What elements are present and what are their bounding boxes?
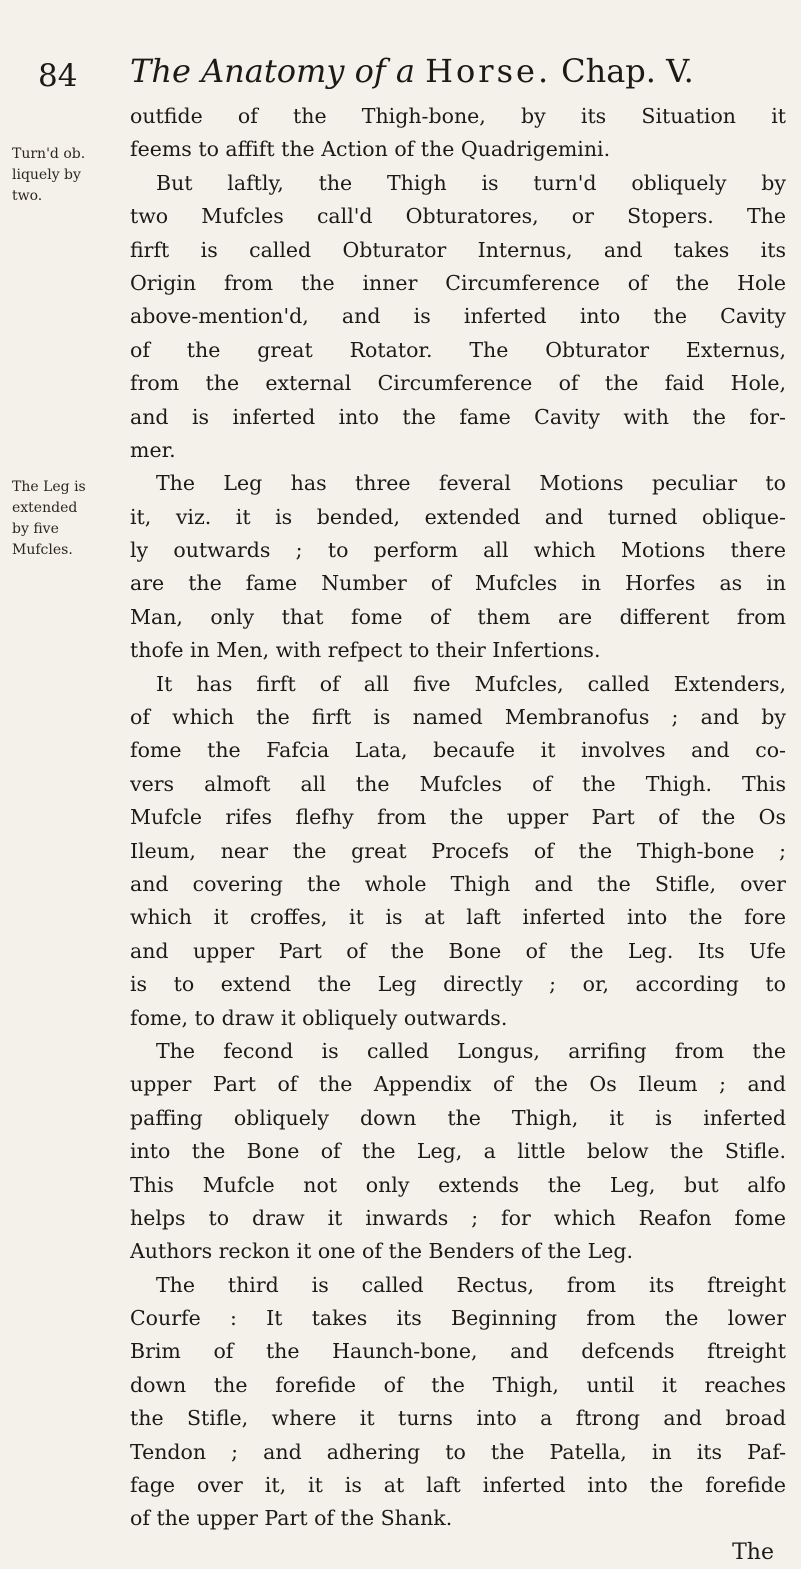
text-line: the Stifle, where it turns into a ftrong and broad xyxy=(130,1406,786,1431)
text-line: of the great Rotator. The Obturator Externus, xyxy=(130,337,786,362)
text-line: Authors reckon it one of the Benders of the Leg. xyxy=(130,1239,633,1264)
text-line: Tendon ; and adhering to the Patella, in its Paf- xyxy=(130,1439,786,1464)
chapter-label: Chap. V. xyxy=(561,52,694,90)
text-line: helps to draw it inwards ; for which Reafon fome xyxy=(130,1205,786,1230)
text-line: fage over it, it is at laft inferted into the forefide xyxy=(130,1473,786,1498)
text-line: and covering the whole Thigh and the Stifle, over xyxy=(130,871,786,896)
text-line: from the external Circumference of the faid Hole, xyxy=(130,371,786,396)
margin-note-turned-obliquely: Turn'd ob. liquely by two. xyxy=(12,146,86,204)
text-line: firft is called Obturator Internus, and takes its xyxy=(130,237,786,262)
text-line: Mufcle rifes flefhy from the upper Part of the Os xyxy=(130,805,786,830)
text-line: is to extend the Leg directly ; or, according to xyxy=(130,972,786,997)
running-title xyxy=(130,52,694,90)
text-line: It has firft of all five Mufcles, called Extenders, xyxy=(156,671,786,696)
text-line: Origin from the inner Circumference of the Hole xyxy=(130,270,786,295)
text-line: which it croffes, it is at laft inferted into the fore xyxy=(130,905,786,930)
text-line: upper Part of the Appendix of the Os Ileum ; and xyxy=(130,1072,786,1097)
text-line: The third is called Rectus, from its ftreight xyxy=(156,1272,786,1297)
text-line: paffing obliquely down the Thigh, it is inferted xyxy=(130,1105,786,1130)
body-text xyxy=(130,100,786,1569)
text-line: two Mufcles call'd Obturatores, or Stopers. The xyxy=(130,204,786,229)
text-line: and is inferted into the fame Cavity with the for- xyxy=(130,404,786,429)
title-italic: The Anatomy of a xyxy=(130,52,415,90)
text-line: The Leg has three feveral Motions peculiar to xyxy=(156,471,786,496)
text-line: But laftly, the Thigh is turn'd obliquely by xyxy=(156,170,786,195)
text-line: thofe in Men, with refpect to their Infertions. xyxy=(130,638,601,663)
page-number: 84 xyxy=(38,58,78,94)
text-line: and upper Part of the Bone of the Leg. Its Ufe xyxy=(130,938,786,963)
text-line: Ileum, near the great Procefs of the Thigh-bone ; xyxy=(130,838,786,863)
text-line: of the upper Part of the Shank. xyxy=(130,1506,453,1531)
text-line: Man, only that fome of them are different from xyxy=(130,604,786,629)
text-line: fome the Fafcia Lata, becaufe it involves and co- xyxy=(130,738,786,763)
text-line: Brim of the Haunch-bone, and defcends ftreight xyxy=(130,1339,786,1364)
text-line: vers almoft all the Mufcles of the Thigh. This xyxy=(130,771,786,796)
text-line: The fecond is called Longus, arrifing from the xyxy=(156,1038,786,1063)
text-line: fome, to draw it obliquely outwards. xyxy=(130,1005,508,1030)
text-line: of which the firft is named Membranofus ; and by xyxy=(130,705,786,730)
text-line: mer. xyxy=(130,437,176,462)
title-small-caps: Horse. xyxy=(425,52,552,90)
text-line: above-mention'd, and is inferted into the Cavity xyxy=(130,304,786,329)
text-line: This Mufcle not only extends the Leg, but alfo xyxy=(130,1172,786,1197)
text-line: Courfe : It takes its Beginning from the lower xyxy=(130,1306,786,1331)
text-line: outfide of the Thigh-bone, by its Situation it xyxy=(130,104,786,128)
catchword: The xyxy=(732,1539,774,1565)
text-line: feems to affift the Action of the Quadrigemini. xyxy=(130,137,611,162)
text-line: down the forefide of the Thigh, until it reaches xyxy=(130,1372,786,1397)
text-line: are the fame Number of Mufcles in Horfes as in xyxy=(130,571,786,596)
margin-note-leg-extended: The Leg is extended by five Mufcles. xyxy=(12,479,86,558)
text-line: ly outwards ; to perform all which Motions there xyxy=(130,538,786,563)
text-line: it, viz. it is bended, extended and turned oblique- xyxy=(130,504,786,529)
page-header xyxy=(38,52,790,100)
text-line: into the Bone of the Leg, a little below the Stifle. xyxy=(130,1139,786,1164)
